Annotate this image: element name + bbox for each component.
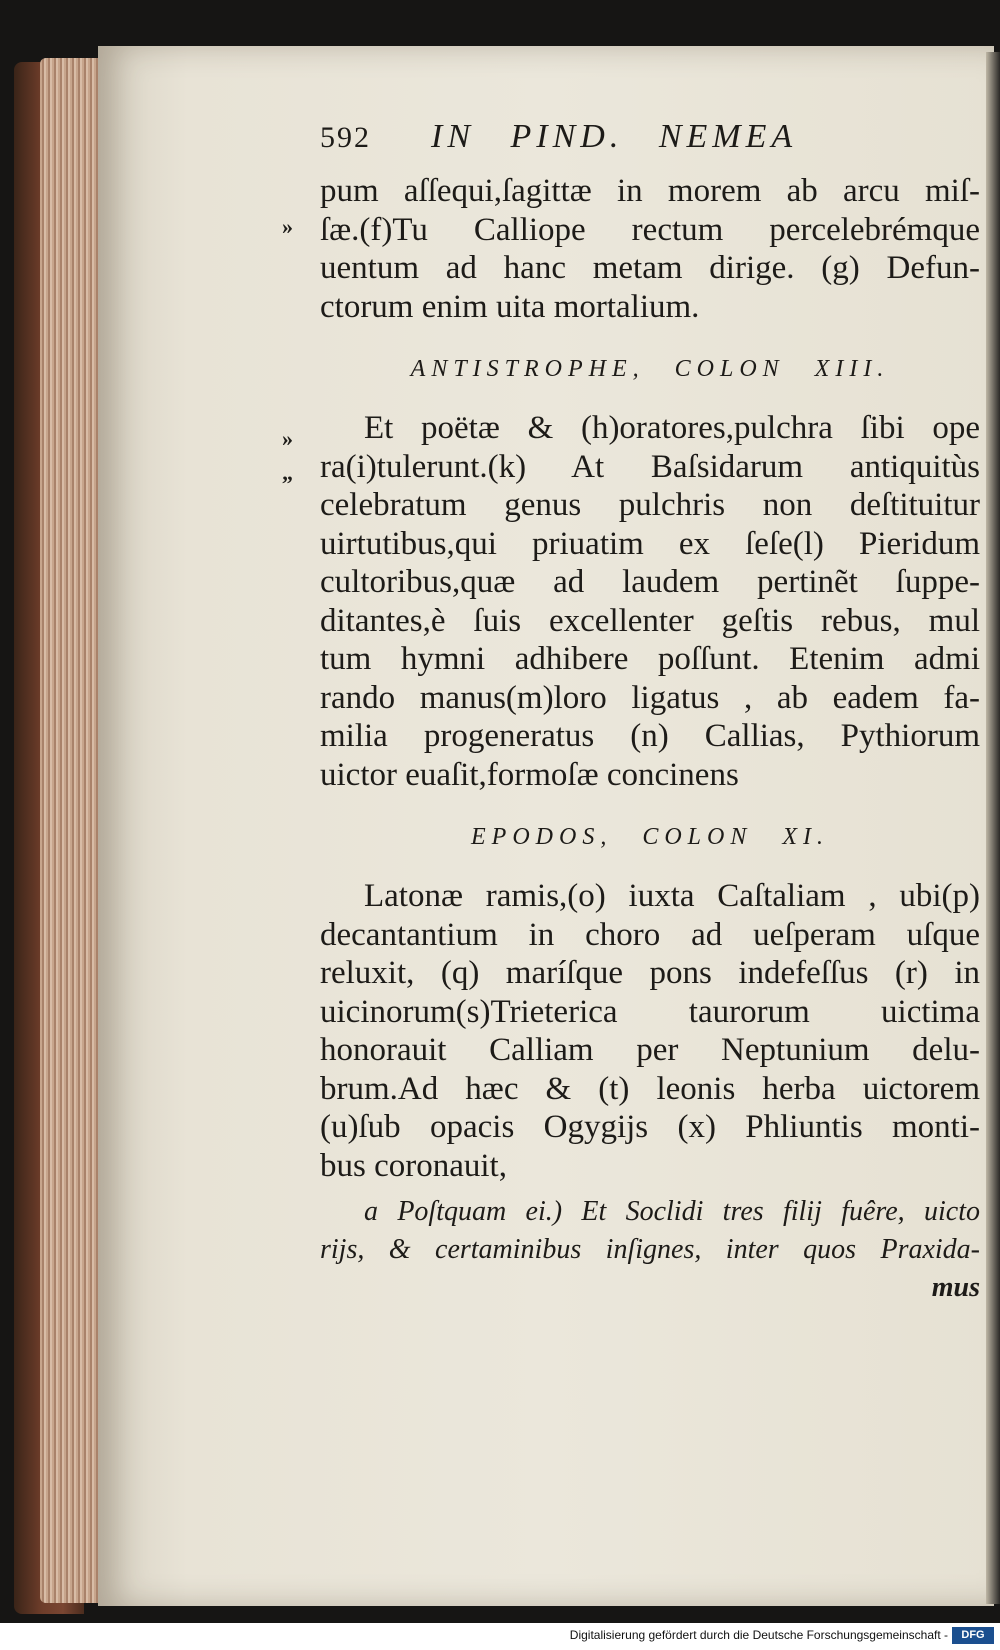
dfg-logo: DFG — [952, 1627, 994, 1644]
margin-quote-mark: » — [282, 426, 293, 451]
text-line: reluxit, (q) maríſque pons indefeſſus (r) in — [320, 955, 980, 991]
page-gutter — [986, 52, 1000, 1604]
text-line: uicinorum(s)Trieterica taurorum uictima — [320, 993, 980, 1030]
text-line: (u)ſub opacis Ogygijs (x) Phliuntis monti- — [320, 1109, 980, 1145]
text-line: rando manus(m)loro ligatus , ab eadem fa- — [320, 679, 980, 716]
text-line: ctorum enim uita mortalium. — [320, 288, 700, 325]
section-heading-epodos: EPODOS, COLON XI. — [471, 824, 829, 850]
footnote-line: a Poſtquam ei.) Et Soclidi tres filij fuêre, uicto — [364, 1196, 980, 1227]
text-line: Et poëtæ & (h)oratores,pulchra ſibi ope — [364, 410, 980, 446]
text-line: milia progeneratus (n) Callias, Pythiorum — [320, 718, 980, 754]
page-text — [320, 118, 980, 1307]
text-line: decantantium in choro ad ueſperam uſque — [320, 916, 980, 953]
footer-bar — [0, 1623, 1000, 1650]
text-line: tum hymni adhibere poſſunt. Etenim admi — [320, 641, 980, 677]
paragraph-epodos — [320, 877, 980, 1185]
text-line: celebratum genus pulchris non deſtituitur — [320, 487, 980, 523]
footnote — [320, 1193, 980, 1307]
margin-quote-mark: » — [282, 214, 293, 239]
text-line: uictor euaſit,formoſæ concinens — [320, 756, 739, 793]
text-line: ra(i)tulerunt.(k) At Baſsidarum antiquitùs — [320, 448, 980, 485]
text-line: ſæ.(f)Tu Calliope rectum percelebrémque — [320, 211, 980, 248]
text-line: cultoribus,quæ ad laudem pertinẽt ſuppe- — [320, 564, 980, 600]
section-heading-antistrophe: ANTISTROPHE, COLON XIII. — [410, 356, 890, 382]
text-line: brum.Ad hæc & (t) leonis herba uictorem — [320, 1070, 980, 1107]
text-line: bus coronauit, — [320, 1147, 507, 1184]
catchword: mus — [931, 1272, 980, 1303]
running-header — [320, 118, 980, 172]
text-line: uirtutibus,qui priuatim ex ſeſe(l) Pieridum — [320, 525, 980, 562]
text-line: ditantes,è ſuis excellenter geſtis rebus, mul — [320, 602, 980, 639]
paragraph-block1 — [320, 172, 980, 326]
text-line: Latonæ ramis,(o) iuxta Caſtaliam , ubi(p) — [364, 878, 980, 914]
text-line: uentum ad hanc metam dirige. (g) Defun- — [320, 250, 980, 286]
margin-quote-mark: „ — [282, 460, 293, 485]
funding-credit: Digitalisierung gefördert durch die Deutsche Forschungsgemeinschaft - — [569, 1628, 948, 1642]
paragraph-antistrophe — [320, 409, 980, 794]
page-number: 592 — [320, 121, 371, 154]
text-line: honorauit Calliam per Neptunium delu- — [320, 1032, 980, 1068]
footnote-line: rijs, & certaminibus inſignes, inter quos Praxida- — [320, 1234, 980, 1265]
text-line: pum aſſequi,ſagittæ in morem ab arcu miſ- — [320, 173, 980, 209]
running-title: IN PIND. NEMEA — [431, 118, 798, 155]
